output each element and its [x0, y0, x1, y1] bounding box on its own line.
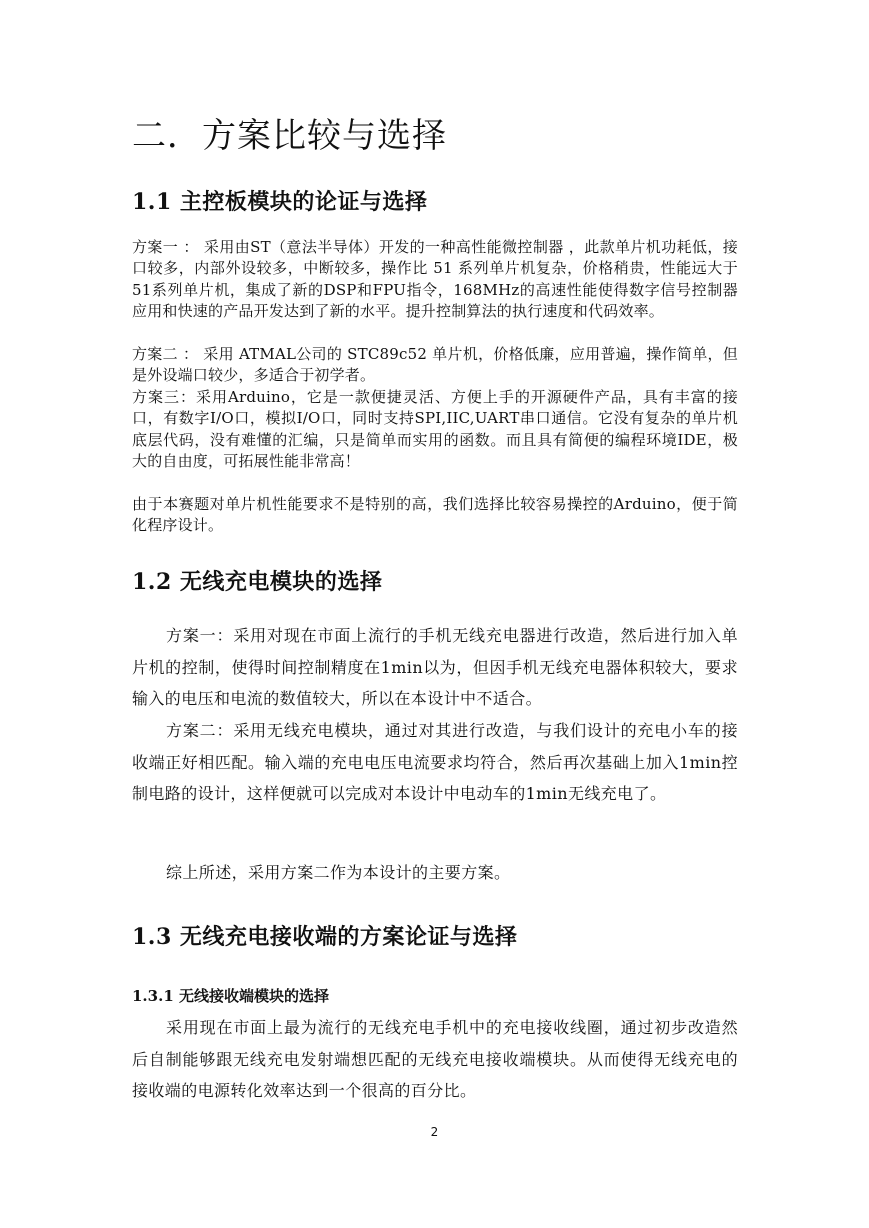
section-heading-1-1: 1.1 主控板模块的论证与选择	[132, 189, 428, 215]
section-heading-1-3: 1.3 无线充电接收端的方案论证与选择	[132, 924, 518, 950]
paragraph-option-2: 方案二 ： 采用 ATMAL公司的 STC89c52 单片机，价格低廉，应用普遍，操作简单，但是外设端口较少，多适合于初学者。	[132, 345, 738, 385]
page-number: 2	[430, 1125, 439, 1139]
paragraph-wireless-option-1: 方案一：采用对现在市面上流行的手机无线充电器进行改造，然后进行加入单片机的控制，使得时间控制精度在1min以为，但因手机无线充电器体积较大，要求输入的电压和电流的数值较大，所以在本设计中不适合。	[132, 626, 738, 709]
paragraph-wireless-option-2: 方案二：采用无线充电模块，通过对其进行改造，与我们设计的充电小车的接收端正好相匹配。输入端的充电电压电流要求均符合，然后再次基础上加入1min控制电路的设计，这样便就可以完成对本设计中电动车的1min无线充电了。	[132, 721, 738, 804]
subsection-heading-1-3-1: 1.3.1 无线接收端模块的选择	[132, 987, 329, 1005]
paragraph-wireless-summary: 综上所述，采用方案二作为本设计的主要方案。	[166, 863, 511, 882]
paragraph-receiver-module: 采用现在市面上最为流行的无线充电手机中的充电接收线圈，通过初步改造然后自制能够跟无线充电发射端想匹配的无线充电接收端模块。从而使得无线充电的接收端的电源转化效率达到一个很高的百分比。	[132, 1018, 738, 1101]
paragraph-option-3: 方案三：采用Arduino，它是一款便捷灵活、方便上手的开源硬件产品，具有丰富的接口，有数字I/O口，模拟I/O口，同时支持SPI,IIC,UART串口通信。它没有复杂的单片机底层代码，没有难懂的汇编，只是简单而实用的函数。而且具有简便的编程环境IDE，极大的自由度，可拓展性能非常高！	[132, 388, 738, 471]
chapter-heading: 二．方案比较与选择	[132, 116, 447, 156]
paragraph-conclusion: 由于本赛题对单片机性能要求不是特别的高，我们选择比较容易操控的Arduino，便于简化程序设计。	[132, 495, 738, 535]
section-heading-1-2: 1.2 无线充电模块的选择	[132, 569, 383, 595]
paragraph-option-1: 方案一 ： 采用由ST（意法半导体）开发的一种高性能微控制器 ，此款单片机功耗低，接口较多，内部外设较多，中断较多，操作比 51 系列单片机复杂，价格稍贵，性能远大于51系列单片机，集成了新的DSP和FPU指令，168MHz的高速性能使得数字信号控制器应用和快速的产品开发达到了新的水平。提升控制算法的执行速度和代码效率。	[132, 238, 738, 321]
